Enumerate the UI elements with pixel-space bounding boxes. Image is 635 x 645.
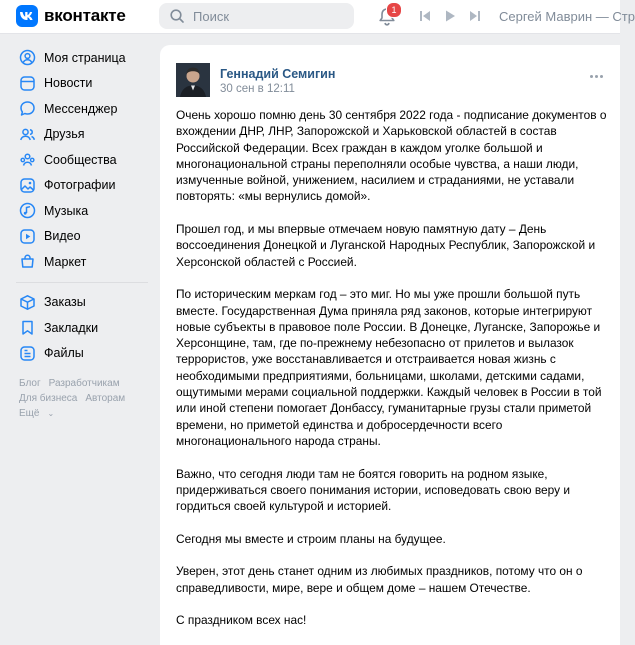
- notification-badge: 1: [386, 2, 402, 18]
- post-paragraph: По историческим меркам год – это миг. Но мы уже прошли большой путь вместе. Государственная Дума приняла ряд законов, которые интегрируют новые субъекты в правовое поле России. В Донецке, Луганске, Запорожье и Херсонщине, там, где по-прежнему небезопасно от прилетов и вылазок террористов, уже восстанавливается и отстраивается новая жизнь с необходимыми предприятиями, больницами, школами, детскими садами, ощутимыми мерами социальной поддержки. Каждый человек в России в той или иной степени помогает Донбассу, гуманитарные грузы стали приметой времени, но приметой единства и добросердечности всего многонационального народа страны.: [176, 287, 602, 448]
- footer-link-more[interactable]: Ещё: [19, 408, 40, 419]
- bookmark-icon: [19, 319, 36, 336]
- sidebar-item-label: Фотографии: [44, 178, 116, 193]
- sidebar-item-label: Новости: [44, 76, 93, 91]
- post-card: [160, 45, 620, 645]
- sidebar: [12, 45, 152, 421]
- sidebar-item-label: Моя страница: [44, 50, 126, 65]
- post-author[interactable]: Геннадий Семигин: [220, 67, 336, 81]
- sidebar-item-friends[interactable]: [12, 122, 152, 148]
- sidebar-item-label: Друзья: [44, 127, 85, 142]
- vk-logo-icon: [16, 5, 38, 27]
- communities-icon: [19, 151, 36, 168]
- sidebar-item-label: Мессенджер: [44, 101, 118, 116]
- footer-link-authors[interactable]: Авторам: [85, 393, 126, 404]
- photo-icon: [19, 177, 36, 194]
- sidebar-item-files[interactable]: [12, 341, 152, 367]
- play-icon[interactable]: [443, 9, 457, 23]
- post-paragraph: Прошел год, и мы впервые отмечаем новую памятную дату – День воссоединения Донецкой и Луганской Народных Республик, Запорожской и Херсонской областей с Россией.: [176, 222, 596, 269]
- footer-link-blog[interactable]: Блог: [19, 378, 41, 389]
- user-menu[interactable]: Сергей Маврин — Стр: [499, 9, 635, 24]
- sidebar-item-label: Файлы: [44, 346, 84, 361]
- next-track-icon[interactable]: [468, 9, 482, 23]
- chevron-down-icon[interactable]: ⌄: [47, 409, 55, 418]
- post-paragraph: Уверен, этот день станет одним из любимых праздников, потому что он о справедливости, мире, вере и общем доме – нашем Отечестве.: [176, 564, 583, 595]
- footer-link-developers[interactable]: Разработчикам: [48, 378, 120, 389]
- music-icon: [19, 202, 36, 219]
- logo-text: вконтакте: [44, 6, 126, 25]
- search-box[interactable]: [159, 3, 354, 29]
- post-text: [176, 107, 612, 645]
- chat-icon: [19, 100, 36, 117]
- sidebar-item-label: Заказы: [44, 295, 86, 310]
- search-icon: [169, 8, 185, 24]
- sidebar-item-label: Сообщества: [44, 152, 117, 167]
- post-paragraph: Сегодня мы вместе и строим планы на будущее.: [176, 531, 446, 546]
- market-icon: [19, 253, 36, 270]
- more-options-icon[interactable]: [590, 75, 603, 78]
- sidebar-item-label: Видео: [44, 229, 81, 244]
- sidebar-item-music[interactable]: [12, 198, 152, 224]
- search-input[interactable]: [191, 8, 345, 25]
- sidebar-divider: [16, 282, 148, 283]
- post-paragraph: С праздником всех нас!: [176, 613, 307, 628]
- sidebar-item-my-page[interactable]: [12, 45, 152, 71]
- previous-track-icon[interactable]: [418, 9, 432, 23]
- post-paragraph: Очень хорошо помню день 30 сентября 2022 года - подписание документов о вхождении ДНР, ЛНР, Запорожской и Харьковской областей в состав Российской Федерации. Всех граждан в каждом уголке большой и многонациональной страны переполняли особые чувства, а наши люди, измученные войной, унижением, насилием и страданиями, не уставали повторять: «мы вернулись домой».: [176, 108, 607, 204]
- video-icon: [19, 228, 36, 245]
- footer-link-business[interactable]: Для бизнеса: [19, 393, 78, 404]
- friends-icon: [19, 126, 36, 143]
- sidebar-item-market[interactable]: [12, 249, 152, 275]
- user-icon: [19, 49, 36, 66]
- file-icon: [19, 345, 36, 362]
- post-date[interactable]: 30 сен в 12:11: [220, 83, 295, 95]
- vk-logo[interactable]: [16, 5, 126, 27]
- sidebar-item-label: Закладки: [44, 320, 99, 335]
- post-paragraph: Важно, что сегодня люди там не боятся говорить на родном языке, придерживаться своего понимания истории, исповедовать свою веру и гордиться своей культурой и историей.: [176, 466, 571, 514]
- sidebar-item-video[interactable]: [12, 224, 152, 250]
- sidebar-item-orders[interactable]: [12, 290, 152, 316]
- top-bar: [0, 0, 635, 34]
- sidebar-item-photos[interactable]: [12, 173, 152, 199]
- sidebar-item-label: Маркет: [44, 254, 87, 269]
- sidebar-item-label: Музыка: [44, 203, 89, 218]
- sidebar-item-bookmarks[interactable]: [12, 315, 152, 341]
- sidebar-item-news[interactable]: [12, 71, 152, 97]
- sidebar-item-messenger[interactable]: [12, 96, 152, 122]
- sidebar-footer: [19, 376, 152, 421]
- news-icon: [19, 75, 36, 92]
- sidebar-item-communities[interactable]: [12, 147, 152, 173]
- avatar[interactable]: [176, 63, 210, 97]
- box-icon: [19, 294, 36, 311]
